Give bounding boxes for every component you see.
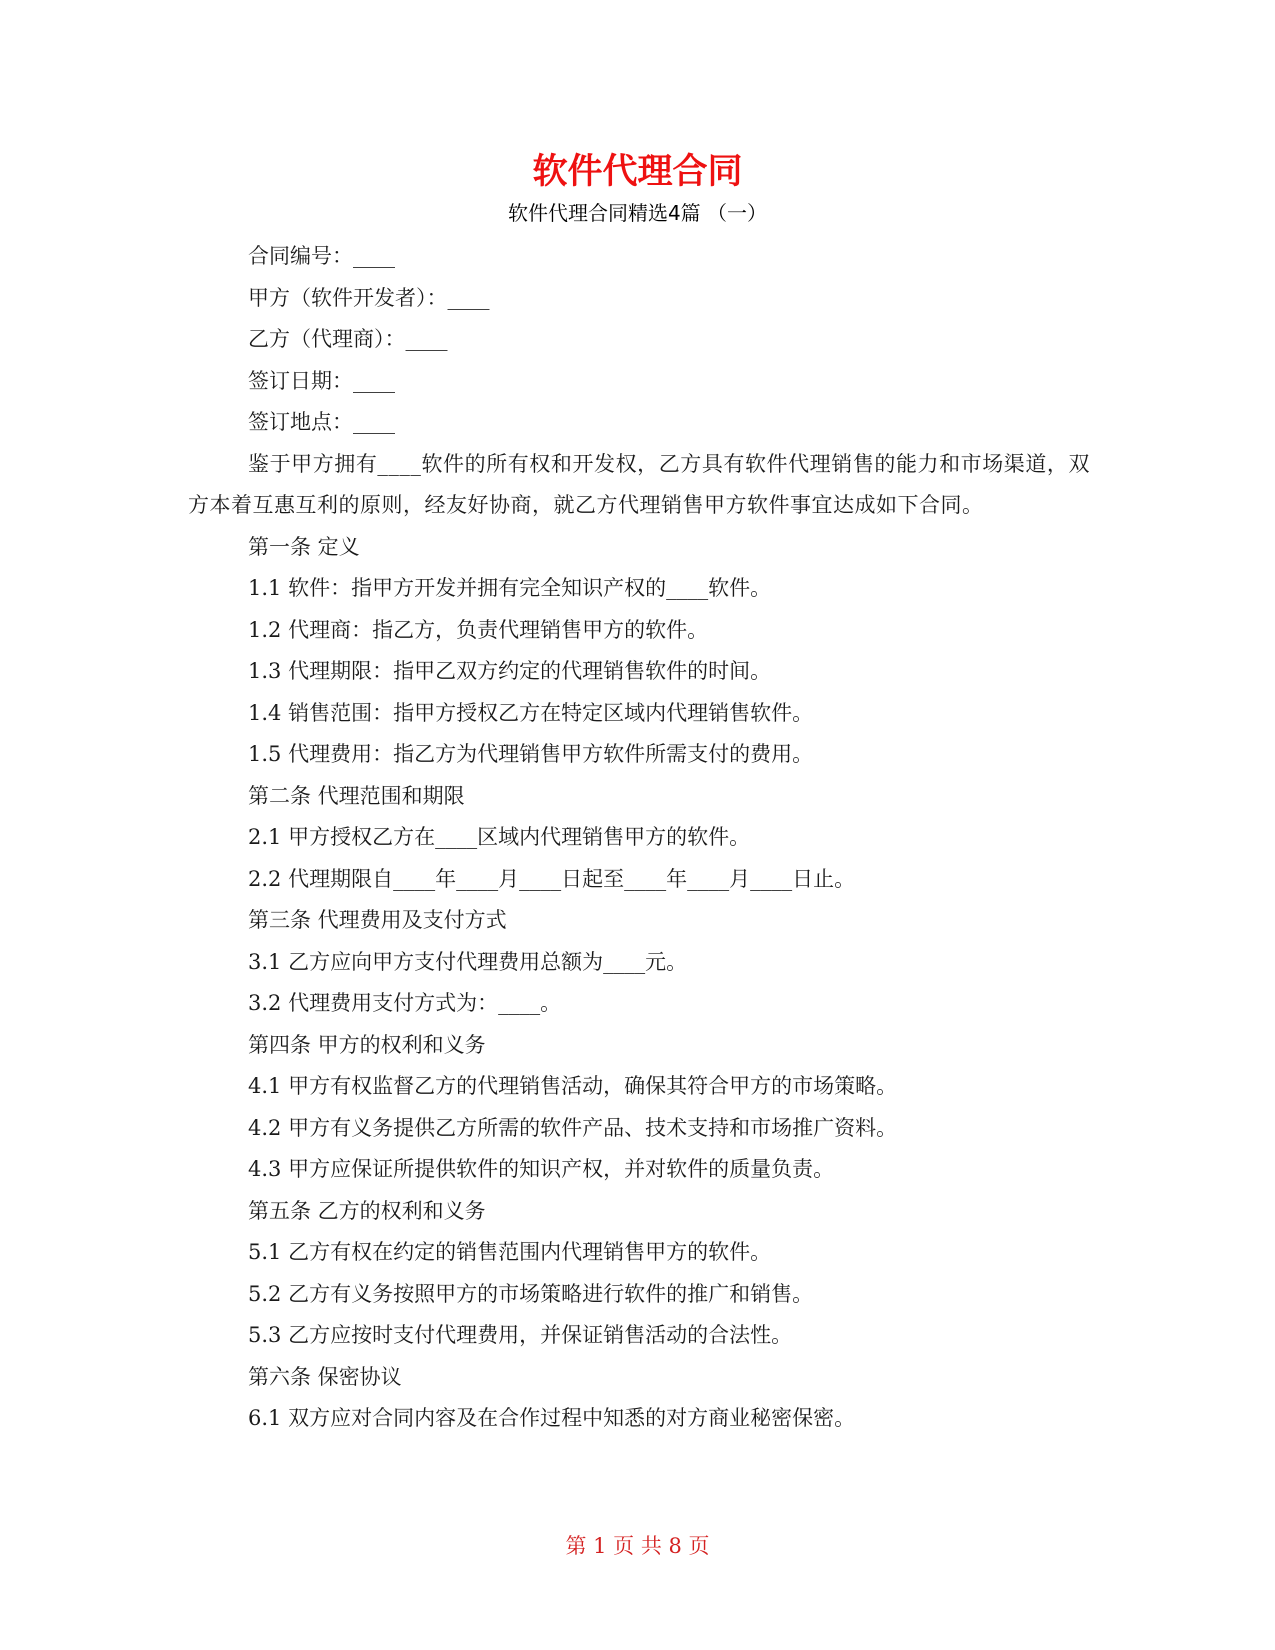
- clause-item: 2.1 甲方授权乙方在____区域内代理销售甲方的软件。: [248, 825, 751, 849]
- clause-item: 5.2 乙方有义务按照甲方的市场策略进行软件的推广和销售。: [248, 1281, 814, 1306]
- clause-item: 6.1 双方应对合同内容及在合作过程中知悉的对方商业秘密保密。: [248, 1406, 856, 1430]
- contract-number-line: 合同编号：____: [248, 244, 395, 268]
- signing-place-line: 签订地点：____: [248, 410, 395, 434]
- article-heading: 第四条 甲方的权利和义务: [248, 1032, 486, 1057]
- clause-item: 4.2 甲方有义务提供乙方所需的软件产品、技术支持和市场推广资料。: [248, 1115, 898, 1140]
- signing-date-line: 签订日期：____: [248, 368, 395, 393]
- intro-paragraph: 鉴于甲方拥有____软件的所有权和开发权，乙方具有软件代理销售的能力和市场渠道，双方本着互惠互利的原则，经友好协商，就乙方代理销售甲方软件事宜达成如下合同。: [188, 451, 1090, 517]
- clause-item: 2.2 代理期限自____年____月____日起至____年____月____日止。: [248, 866, 856, 891]
- document-title: 软件代理合同: [532, 152, 743, 192]
- clause-item: 5.1 乙方有权在约定的销售范围内代理销售甲方的软件。: [248, 1240, 772, 1264]
- page-number-footer: 第 1 页 共 8 页: [565, 1534, 710, 1558]
- article-heading: 第一条 定义: [248, 534, 360, 559]
- clause-item: 1.3 代理期限：指甲乙双方约定的代理销售软件的时间。: [248, 659, 772, 683]
- article-heading: 第六条 保密协议: [248, 1364, 402, 1389]
- clause-item: 1.4 销售范围：指甲方授权乙方在特定区域内代理销售软件。: [248, 700, 814, 725]
- article-heading: 第二条 代理范围和期限: [248, 783, 465, 808]
- article-heading: 第三条 代理费用及支付方式: [248, 908, 507, 932]
- party-a-line: 甲方（软件开发者）：____: [248, 285, 490, 310]
- document-subtitle: 软件代理合同精选4篇 （一）: [507, 201, 768, 225]
- clause-item: 5.3 乙方应按时支付代理费用，并保证销售活动的合法性。: [248, 1323, 793, 1347]
- document-body: [188, 236, 1090, 1440]
- clause-item: 1.2 代理商：指乙方，负责代理销售甲方的软件。: [248, 617, 709, 642]
- article-heading: 第五条 乙方的权利和义务: [248, 1198, 486, 1223]
- party-b-line: 乙方（代理商）：____: [248, 327, 448, 351]
- clause-item: 4.3 甲方应保证所提供软件的知识产权，并对软件的质量负责。: [248, 1157, 835, 1181]
- clause-item: 1.1 软件：指甲方开发并拥有完全知识产权的____软件。: [248, 576, 772, 600]
- clause-item: 4.1 甲方有权监督乙方的代理销售活动，确保其符合甲方的市场策略。: [248, 1074, 898, 1098]
- clause-item: 3.1 乙方应向甲方支付代理费用总额为____元。: [248, 949, 688, 974]
- clause-item: 3.2 代理费用支付方式为：____。: [248, 991, 562, 1015]
- clause-item: 1.5 代理费用：指乙方为代理销售甲方软件所需支付的费用。: [248, 742, 814, 766]
